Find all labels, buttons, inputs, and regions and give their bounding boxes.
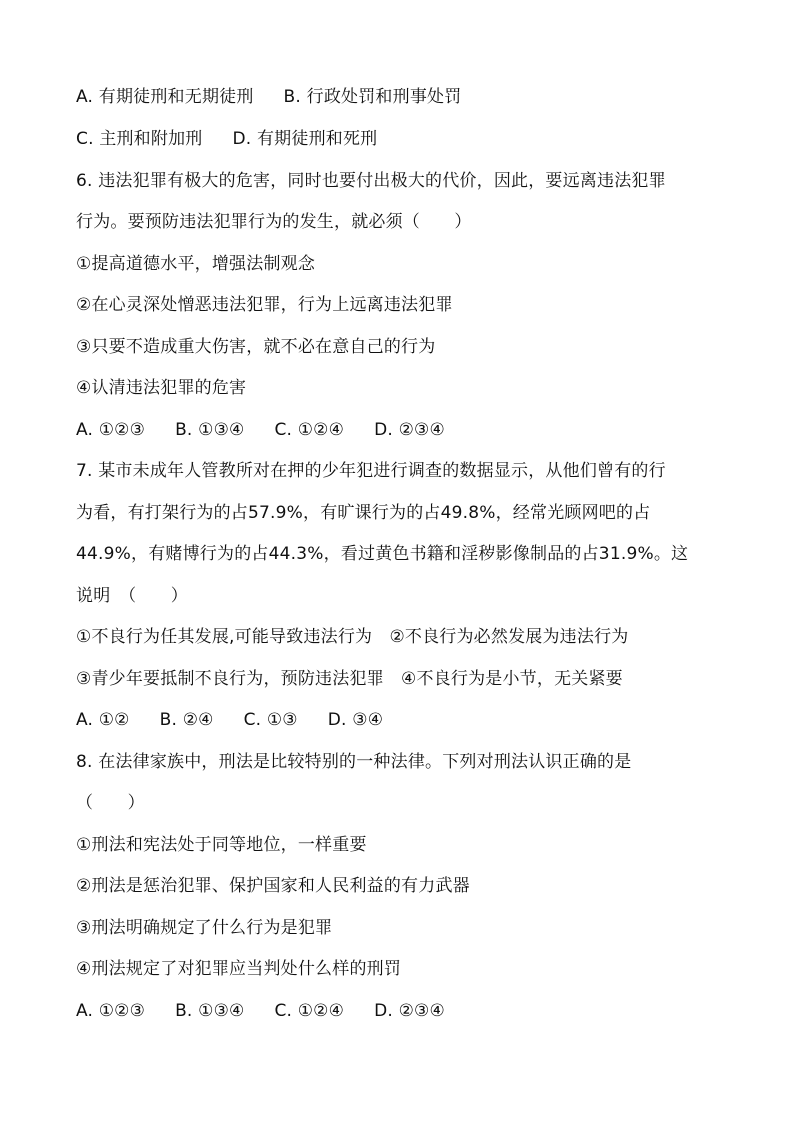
q6-option-c: C. ①②④ (274, 420, 345, 440)
q8-option-b: B. ①③④ (175, 1001, 245, 1021)
q6-statement-2: ②在心灵深处憎恶违法犯罪，行为上远离违法犯罪 (76, 295, 453, 315)
q6-stem-line-1: 6. 违法犯罪有极大的危害，同时也要付出极大的代价，因此，要远离违法犯罪 (76, 171, 666, 191)
q7-option-c: C. ①③ (243, 710, 298, 730)
q6-options (76, 419, 726, 441)
q7-stem-line-2: 为看，有打架行为的占57.9%，有旷课行为的占49.8%，经常光顾网吧的占 (76, 503, 651, 523)
q7-stem-line-1: 7. 某市未成年人管教所对在押的少年犯进行调查的数据显示，从他们曾有的行 (76, 461, 666, 481)
q8-statement-1: ①刑法和宪法处于同等地位，一样重要 (76, 835, 367, 855)
q6-statement-4: ④认清违法犯罪的危害 (76, 378, 247, 398)
q5-options-cd (76, 128, 726, 150)
q6-option-b: B. ①③④ (175, 420, 245, 440)
q7-options (76, 709, 726, 731)
q8-option-a: A. ①②③ (76, 1001, 146, 1021)
q5-options-ab (76, 86, 726, 108)
q8-stem-line-1: 8. 在法律家族中，刑法是比较特别的一种法律。下列对刑法认识正确的是 (76, 752, 632, 772)
q7-stem-line-4: 说明 （ ） (76, 586, 188, 606)
q8-stem-line-2: （ ） (76, 793, 145, 813)
q8-options (76, 1000, 726, 1022)
q6-stem-line-2: 行为。要预防违法犯罪行为的发生，就必须（ ） (76, 212, 472, 232)
q8-option-c: C. ①②④ (274, 1001, 345, 1021)
q7-option-a: A. ①② (76, 710, 130, 730)
q5-option-a: A. 有期徒刑和无期徒刑 (76, 87, 254, 107)
q7-stem-line-3: 44.9%，有赌博行为的占44.3%，看过黄色书籍和淫秽影像制品的占31.9%。这 (76, 544, 689, 564)
q5-option-c: C. 主刑和附加刑 (76, 129, 203, 149)
q8-statement-2: ②刑法是惩治犯罪、保护国家和人民利益的有力武器 (76, 876, 470, 896)
q6-statement-3: ③只要不造成重大伤害，就不必在意自己的行为 (76, 337, 436, 357)
q7-statements-1-2: ①不良行为任其发展,可能导致违法行为 ②不良行为必然发展为违法行为 (76, 627, 629, 647)
q7-statements-3-4: ③青少年要抵制不良行为，预防违法犯罪 ④不良行为是小节，无关紧要 (76, 669, 623, 689)
q8-statement-4: ④刑法规定了对犯罪应当判处什么样的刑罚 (76, 959, 402, 979)
q8-option-d: D. ②③④ (374, 1001, 445, 1021)
q6-statement-1: ①提高道德水平，增强法制观念 (76, 254, 316, 274)
q6-option-d: D. ②③④ (374, 420, 445, 440)
q5-option-d: D. 有期徒刑和死刑 (232, 129, 378, 149)
q6-option-a: A. ①②③ (76, 420, 146, 440)
q7-option-d: D. ③④ (327, 710, 384, 730)
q8-statement-3: ③刑法明确规定了什么行为是犯罪 (76, 918, 333, 938)
q7-option-b: B. ②④ (159, 710, 214, 730)
q5-option-b: B. 行政处罚和刑事处罚 (283, 87, 462, 107)
